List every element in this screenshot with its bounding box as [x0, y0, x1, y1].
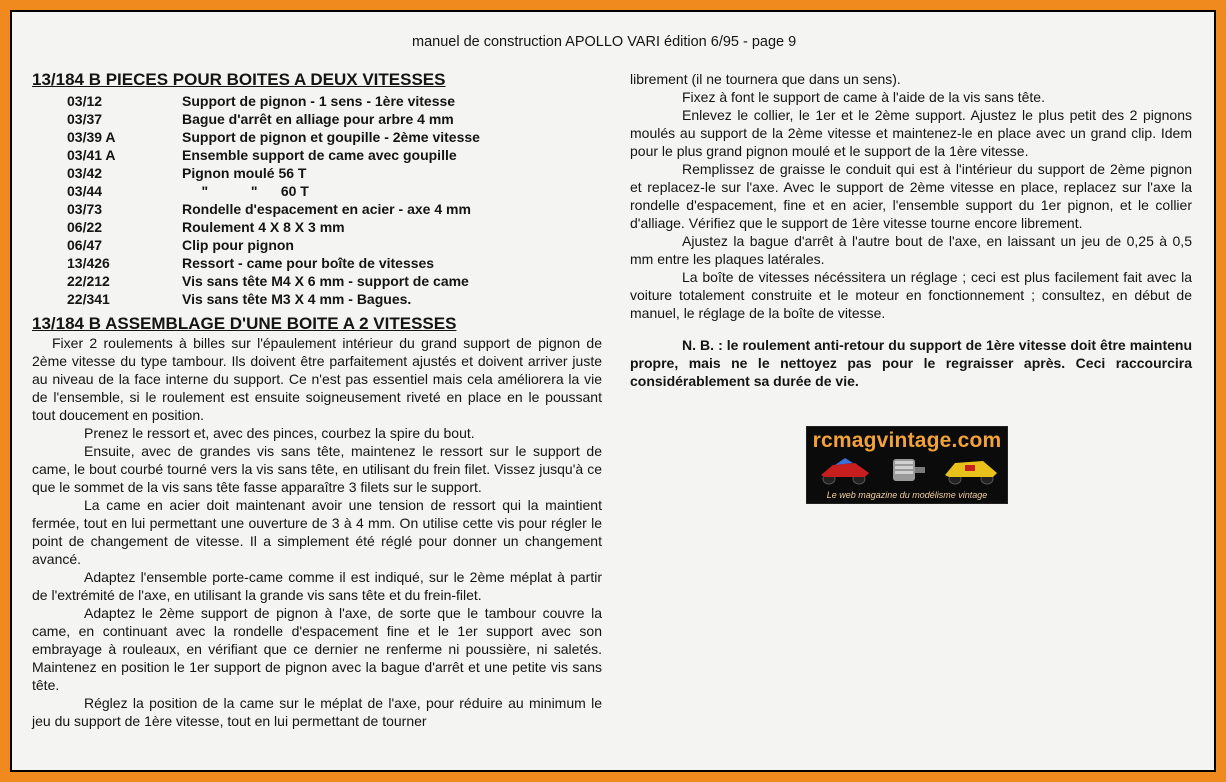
assembly-paragraph: Fixez à font le support de came à l'aide de la vis sans tête.	[682, 89, 1045, 105]
logo-cars-icon	[815, 455, 1001, 485]
assembly-paragraph: Adaptez l'ensemble porte-came comme il est indiqué, sur le 2ème méplat à partir de l'extrémité de l'axe, en utilisant la grande vis sans tête et du frein-filet.	[32, 569, 602, 603]
left-column	[32, 70, 602, 730]
assembly-paragraph: La came en acier doit maintenant avoir une tension de ressort qui la maintient fermée, tout en lui permettant une ouverture de 3 à 4 mm. On utilise cette vis pour régler le point de changement de vitesse. Il a simplement été réglé pour donner un changement avancé.	[32, 497, 602, 567]
assembly-section-title: 13/184 B ASSEMBLAGE D'UNE BOITE A 2 VITESSES	[32, 314, 457, 333]
logo-title: rcmagvintage.com	[812, 429, 1002, 452]
assembly-paragraph: Ensuite, avec de grandes vis sans tête, maintenez le ressort sur le support de came, le bout courbé tourné vers la vis sans tête, en utilisant du frein filet. Vissez jusqu'à ce que le sommet de la vis sans tête fasse apparaître 3 filets sur le support.	[32, 443, 602, 495]
part-row	[32, 290, 602, 308]
part-desc: Vis sans tête M4 X 6 mm - support de came	[182, 273, 469, 289]
assembly-paragraph: Ajustez la bague d'arrêt à l'autre bout de l'axe, en laissant un jeu de 0,25 à 0,5 mm entre les plaques latérales.	[630, 233, 1192, 267]
logo-subtitle: Le web magazine du modélisme vintage	[826, 490, 988, 500]
assembly-paragraph: Réglez la position de la came sur le méplat de l'axe, pour réduire au minimum le jeu du support de 1ère vitesse, tout en lui permettant de tourner	[32, 695, 602, 729]
part-code: 03/44	[67, 183, 103, 199]
part-code: 22/212	[67, 273, 110, 289]
part-row	[32, 200, 602, 218]
part-code: 13/426	[67, 255, 110, 271]
part-desc: Clip pour pignon	[182, 237, 294, 253]
part-desc: Pignon moulé 56 T	[182, 165, 307, 181]
part-code: 03/73	[67, 201, 103, 217]
orange-border-frame	[10, 10, 1216, 772]
part-code: 22/341	[67, 291, 110, 307]
part-row	[32, 218, 602, 236]
scanned-page	[12, 12, 1214, 770]
part-desc: Ressort - came pour boîte de vitesses	[182, 255, 435, 271]
part-code: 03/37	[67, 111, 103, 127]
part-desc: " " 60 T	[182, 183, 309, 199]
assembly-paragraph: Enlevez le collier, le 1er et le 2ème support. Ajustez le plus petit des 2 pignons moulés au support de la 2ème vitesse et maintenez-le en place avec un grand clip. Idem pour le plus grand pignon moulé et le support de la 1ère vitesse.	[630, 107, 1192, 159]
part-desc: Support de pignon et goupille - 2ème vitesse	[182, 129, 480, 145]
part-desc: Support de pignon - 1 sens - 1ère vitesse	[182, 93, 456, 109]
part-code: 03/41 A	[67, 147, 116, 163]
page-header: manuel de construction APOLLO VARI édition 6/95 - page 9	[412, 34, 797, 50]
parts-list	[32, 92, 602, 308]
assembly-paragraph: La boîte de vitesses nécéssitera un réglage ; ceci est plus facilement fait avec la voiture totalement construite et le moteur en fonctionnement ; consultez, en début de manuel, le réglage de la boîte de vitesse.	[630, 269, 1192, 321]
part-desc: Rondelle d'espacement en acier - axe 4 mm	[182, 201, 471, 217]
part-row	[32, 164, 602, 182]
part-row	[32, 272, 602, 290]
part-desc: Ensemble support de came avec goupille	[182, 147, 457, 163]
part-desc: Vis sans tête M3 X 4 mm - Bagues.	[182, 291, 412, 307]
part-row	[32, 236, 602, 254]
continuation-text: librement (il ne tournera que dans un sens).	[630, 71, 901, 87]
part-code: 03/39 A	[67, 129, 116, 145]
parts-section-title: 13/184 B PIECES POUR BOITES A DEUX VITESSES	[32, 70, 446, 89]
part-desc: Roulement 4 X 8 X 3 mm	[182, 219, 345, 235]
part-row	[32, 254, 602, 272]
part-row	[32, 110, 602, 128]
right-column	[630, 70, 1192, 390]
part-row	[32, 92, 602, 110]
part-code: 03/42	[67, 165, 103, 181]
assembly-paragraph: Prenez le ressort et, avec des pinces, courbez la spire du bout.	[84, 425, 475, 441]
nb-note: N. B. : le roulement anti-retour du support de 1ère vitesse doit être maintenu propre, mais ne le nettoyez pas pour le regraisser après. Ceci raccourcira considérablement sa durée de vie.	[630, 337, 1192, 389]
assembly-paragraph: Adaptez le 2ème support de pignon à l'axe, de sorte que le tambour couvre la came, en continuant avec la rondelle d'espacement fine et le 1er support avec son embrayage à rouleaux, en vérifiant que ce dernier ne renferme ni poussière, ni saletés. Maintenez en position le 1er support de pignon avec la bague d'arrêt et une petite vis sans tête.	[32, 605, 602, 693]
part-code: 06/47	[67, 237, 103, 253]
assembly-paragraph: Remplissez de graisse le conduit qui est à l'intérieur du support de 2ème pignon et replacez-le sur l'axe. Avec le support de 2ème vitesse en place, replacez sur l'axe la rondelle d'espacement, fine et en acier, l'ensemble support du 1er pignon, et le collier d'alliage. Vérifiez que le support de 1ère vitesse tourne encore librement.	[630, 161, 1192, 231]
part-desc: Bague d'arrêt en alliage pour arbre 4 mm	[182, 111, 454, 127]
rcmagvintage-logo[interactable]	[806, 426, 1008, 504]
part-code: 03/12	[67, 93, 103, 109]
assembly-paragraph: Fixer 2 roulements à billes sur l'épaulement intérieur du grand support de pignon de 2ème vitesse du type tambour. Ils doivent être parfaitement ajustés et doivent arriver juste au niveau de la face interne du support. Ce n'est pas essentiel mais cela améliorera la vie de l'ensemble, si le roulement est ensuite soigneusement riveté en place en le poussant tout doucement en position.	[32, 335, 602, 423]
part-row	[32, 182, 602, 200]
part-code: 06/22	[67, 219, 103, 235]
part-row	[32, 128, 602, 146]
part-row	[32, 146, 602, 164]
